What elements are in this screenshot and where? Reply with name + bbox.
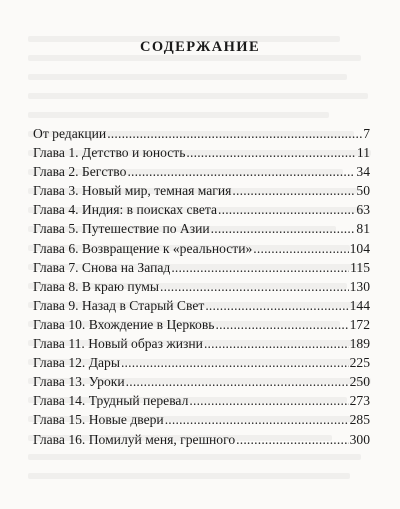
toc-entry-title: Глава 6. Возвращение к «реальности»	[33, 240, 253, 256]
toc-entry-page-number: 50	[356, 183, 370, 199]
toc-dot-leader	[126, 372, 349, 391]
toc-dot-leader	[205, 296, 348, 315]
toc-dot-leader	[211, 219, 356, 238]
toc-entry-title: Глава 5. Путешествие по Азии	[33, 221, 210, 237]
toc-dot-leader	[107, 124, 362, 143]
toc-entry-page-number: 285	[349, 412, 370, 428]
toc-entry	[33, 296, 370, 315]
toc-entry-page-number: 63	[356, 202, 370, 218]
toc-entry-title: Глава 11. Новый образ жизни	[33, 336, 203, 352]
toc-entry-page-number: 34	[356, 164, 370, 180]
toc-entry	[33, 239, 370, 258]
toc-dot-leader	[171, 258, 349, 277]
toc-entry-title: От редакции	[33, 126, 107, 141]
toc-entry-title: Глава 7. Снова на Запад	[33, 259, 171, 275]
page-title: СОДЕРЖАНИЕ	[139, 39, 261, 55]
toc-entry-page-number: 115	[350, 259, 370, 275]
table-of-contents	[33, 124, 370, 449]
toc-entry	[33, 315, 370, 334]
toc-entry-title: Глава 8. В краю пумы	[33, 278, 160, 294]
toc-entry-page-number: 7	[363, 126, 370, 141]
toc-dot-leader	[232, 181, 355, 200]
toc-entry-title: Глава 3. Новый мир, темная магия	[33, 183, 232, 199]
toc-entry	[33, 162, 370, 181]
toc-dot-leader	[215, 315, 348, 334]
toc-entry-page-number: 225	[349, 355, 370, 371]
toc-entry-page-number: 250	[349, 374, 370, 390]
toc-dot-leader	[189, 391, 348, 410]
toc-dot-leader	[204, 334, 349, 353]
toc-entry-title: Глава 15. Новые двери	[33, 412, 164, 428]
toc-entry	[33, 430, 370, 449]
toc-entry-page-number: 189	[349, 336, 370, 352]
toc-dot-leader	[218, 200, 355, 219]
toc-entry	[33, 372, 370, 391]
toc-entry-title: Глава 1. Детство и юность	[33, 145, 186, 161]
toc-dot-leader	[236, 430, 348, 449]
toc-entry-page-number: 11	[356, 145, 370, 161]
toc-entry	[33, 277, 370, 296]
toc-entry-page-number: 273	[349, 393, 370, 409]
toc-entry	[33, 143, 370, 162]
toc-dot-leader	[121, 353, 349, 372]
toc-entry	[33, 200, 370, 219]
toc-dot-leader	[165, 410, 349, 429]
toc-entry-page-number: 300	[349, 431, 370, 447]
toc-entry-title: Глава 13. Уроки	[33, 374, 125, 390]
toc-entry	[33, 334, 370, 353]
toc-entry-page-number: 144	[349, 297, 370, 313]
toc-entry-title: Глава 4. Индия: в поисках света	[33, 202, 217, 218]
toc-dot-leader	[127, 162, 355, 181]
toc-entry	[33, 410, 370, 429]
toc-entry	[33, 391, 370, 410]
toc-entry-page-number: 130	[349, 278, 370, 294]
toc-entry-page-number: 172	[349, 316, 370, 332]
toc-entry	[33, 124, 370, 143]
toc-entry-title: Глава 16. Помилуй меня, грешного	[33, 431, 236, 447]
toc-entry-title: Глава 12. Дары	[33, 355, 120, 371]
toc-entry	[33, 181, 370, 200]
toc-entry	[33, 219, 370, 238]
toc-entry-page-number: 81	[356, 221, 370, 237]
toc-dot-leader	[186, 143, 356, 162]
toc-entry-title: Глава 14. Трудный перевал	[33, 393, 189, 409]
toc-dot-leader	[160, 277, 349, 296]
toc-entry-title: Глава 2. Бегство	[33, 164, 127, 180]
toc-entry-title: Глава 10. Вхождение в Церковь	[33, 316, 215, 332]
toc-entry	[33, 258, 370, 277]
toc-entry-page-number: 104	[349, 240, 370, 256]
toc-entry	[33, 353, 370, 372]
toc-entry-title: Глава 9. Назад в Старый Свет	[33, 297, 205, 313]
toc-dot-leader	[253, 239, 348, 258]
